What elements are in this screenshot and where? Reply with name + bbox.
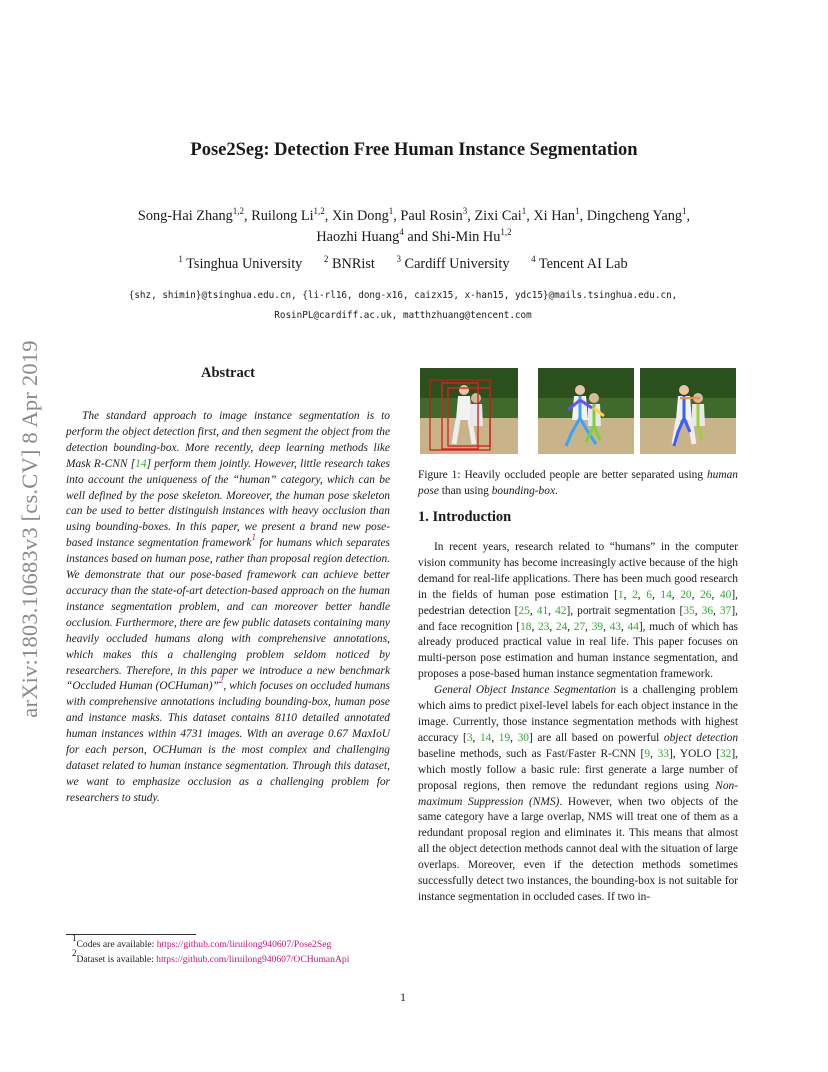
paragraph: General Object Instance Segmentation is a challenging problem which aims to predict pixel-level labels for each object instance in the image. Currently, those instance segmentation methods with highest accuracy [3, 14, 19, 30] are all based on powerful object detection baseline methods, such as Fast/Faster R-CNN [9, 33], YOLO [32], which mostly follow a basic rule: first generate a large number of proposal regions, then remove the redundant regions using Non-maximum Suppression (NMS). However, when two objects of the same category have a large overlap, NMS will treat one of them as a redundant proposal region and eliminates it. This means that almost all the object detection methods cannot deal with the situation of large overlaps. Moreover, even if the detection methods sometimes successfully detect two instances, the bounding-box is not suitable for instance segmentation in occluded cases. If two in- [418,684,739,903]
author: Paul Rosin$^3$ [400,206,468,224]
email-line: {shz, shimin}@tsinghua.edu.cn, {li-rl16, dong-x16, caizx15, x-han15, ydc15}@mails.tsinghua.edu.cn, [128,290,678,301]
footnote: $^1$Codes are available: https://github.com/liruilong940607/Pose2Seg [72,933,332,950]
author: Shi-Min Hu$^{1,2}$ [431,227,512,245]
section-heading-introduction: 1. Introduction [418,509,512,525]
citation-link[interactable]: 32 [719,747,732,760]
email-block [0,286,806,326]
citation-link[interactable]: 27 [573,620,586,633]
citation-link[interactable]: 14 [479,731,492,744]
author: Xin Dong$^1$ [331,206,394,224]
citation-link[interactable]: 41 [536,604,549,617]
introduction-text [418,540,738,906]
abstract-text: The standard approach to image instance segmentation is to perform the object detection first, and then segment the object from the detection bounding-box. More recently, deep learning methods like Mask R-CNN [14] perform them jointly. However, little research takes into account the uniqueness of the “human” category, which can be well defined by the pose skeleton. Moreover, the human pose skeleton can be used to better distinguish instances with heavy occlusion than using bounding-boxes. In this paper, we present a brand new pose-based instance segmentation framework$^1$ for humans which separates instances based on human pose, rather than proposal region detection. We demonstrate that our pose-based framework can achieve better accuracy than the state-of-art detection-based approach on the human instance segmentation problem, and can moreover better handle occlusion. Furthermore, there are few public datasets containing many heavily occluded humans along with comprehensive annotations, which makes this a challenging problem seldom noticed by researchers. Therefore, in this paper we introduce a new benchmark “Occluded Human (OCHuman)”$^2$, which focuses on occluded humans with comprehensive annotations including bounding-box, human pose and instance masks. This dataset contains 8110 detailed annotated human instances within 4731 images. With an average 0.67 MaxIoU for each person, OCHuman is the most complex and challenging dataset related to human instance segmentation. Through this dataset, we want to emphasize occlusion as a challenging problem for researchers to study. [66,410,390,804]
arxiv-identifier: arXiv:1803.10683v3 [cs.CV] 8 Apr 2019 [17,340,42,718]
footnote-marker[interactable]: 2 [218,675,224,686]
citation-link[interactable]: 26 [700,588,712,601]
email-line: RosinPL@cardiff.ac.uk, matthzhuang@tencent.com [274,310,532,321]
citation-link[interactable]: 42 [555,604,567,617]
page-number: 1 [400,990,406,1004]
affiliation: $^1$ Tsinghua University [178,254,303,272]
citation-link[interactable]: 1 [617,588,624,601]
author: Haozhi Huang$^4$ [316,227,404,245]
citation-link[interactable]: 36 [701,604,714,617]
citation-link[interactable]: 44 [627,620,639,633]
author: Xi Han$^1$ [533,206,580,224]
citation-link[interactable]: 24 [555,620,568,633]
citation-link[interactable]: 33 [657,747,669,760]
citation-link[interactable]: 23 [537,620,550,633]
footnote-marker[interactable]: 1 [251,532,256,543]
abstract-heading: Abstract [201,365,255,381]
author-list: Song-Hai Zhang$^{1,2}$, Ruilong Li$^{1,2}$, Xin Dong$^1$, Paul Rosin$^3$, Zixi Cai$^1$, Xi Han$^1$, Dingcheng Yang$^1$, Haozhi Huang$^4$ and Shi-Min Hu$^{1,2}$ [137,206,691,245]
paragraph: In recent years, research related to “humans” in the computer vision community has become increasingly active because of the high demand for real-life applications. There has been much good research in the fields of human pose estimation [1, 2, 6, 14, 20, 26, 40], pedestrian detection [25, 41, 42], portrait segmentation [35, 36, 37], and face recognition [18, 23, 24, 27, 39, 43, 44], much of which has already produced practical value in real life. This paper focuses on multi-person pose estimation and human instance segmentation, and proposes a pose-based human instance segmentation framework. [418,541,738,681]
figure-panel-pose [538,368,634,454]
footnote-rule [66,934,196,935]
affiliation: $^3$ Cardiff University [396,254,510,272]
citation-link[interactable]: 19 [498,731,511,744]
paper-title: Pose2Seg: Detection Free Human Instance Segmentation [190,140,638,160]
footnote-url[interactable]: https://github.com/liruilong940607/Pose2Seg [156,939,332,950]
footnote-url[interactable]: https://github.com/liruilong940607/OCHumanApi [156,954,350,965]
affiliations [0,256,806,273]
citation-link[interactable]: 6 [646,588,652,601]
citation-link[interactable]: 43 [609,620,621,633]
author: Song-Hai Zhang$^{1,2}$ [137,206,245,224]
citation-link[interactable]: 40 [719,588,732,601]
citation-link[interactable]: 20 [680,588,692,601]
citation-link[interactable]: 14 [660,588,672,601]
citation-link[interactable]: 35 [683,604,695,617]
citation-link[interactable]: 25 [518,604,530,617]
footnotes [72,933,412,967]
citation-link[interactable]: 3 [466,731,473,744]
author: Zixi Cai$^1$ [474,206,527,224]
footnote: $^2$Dataset is available: https://github.com/liruilong940607/OCHumanApi [72,948,350,965]
citation-link[interactable]: 2 [632,588,638,601]
citation-link[interactable]: 9 [644,747,651,760]
citation-link[interactable]: 37 [719,604,732,617]
arxiv-sidebar [0,292,60,766]
figure-panel-segmentation [640,368,736,454]
citation-link[interactable]: 18 [520,620,532,633]
figure-caption: Figure 1: Heavily occluded people are better separated using human pose than using bounding-box. [418,469,738,497]
author: Dingcheng Yang$^1$ [586,206,687,224]
affiliation: $^4$ Tencent AI Lab [531,254,628,272]
citation-link[interactable]: 14 [135,457,147,470]
figure-panel-bbox [420,368,518,454]
citation-link[interactable]: 39 [591,620,604,633]
author: Ruilong Li$^{1,2}$ [251,206,325,224]
citation-link[interactable]: 30 [517,731,529,744]
affiliation: $^2$ BNRist [323,254,375,272]
